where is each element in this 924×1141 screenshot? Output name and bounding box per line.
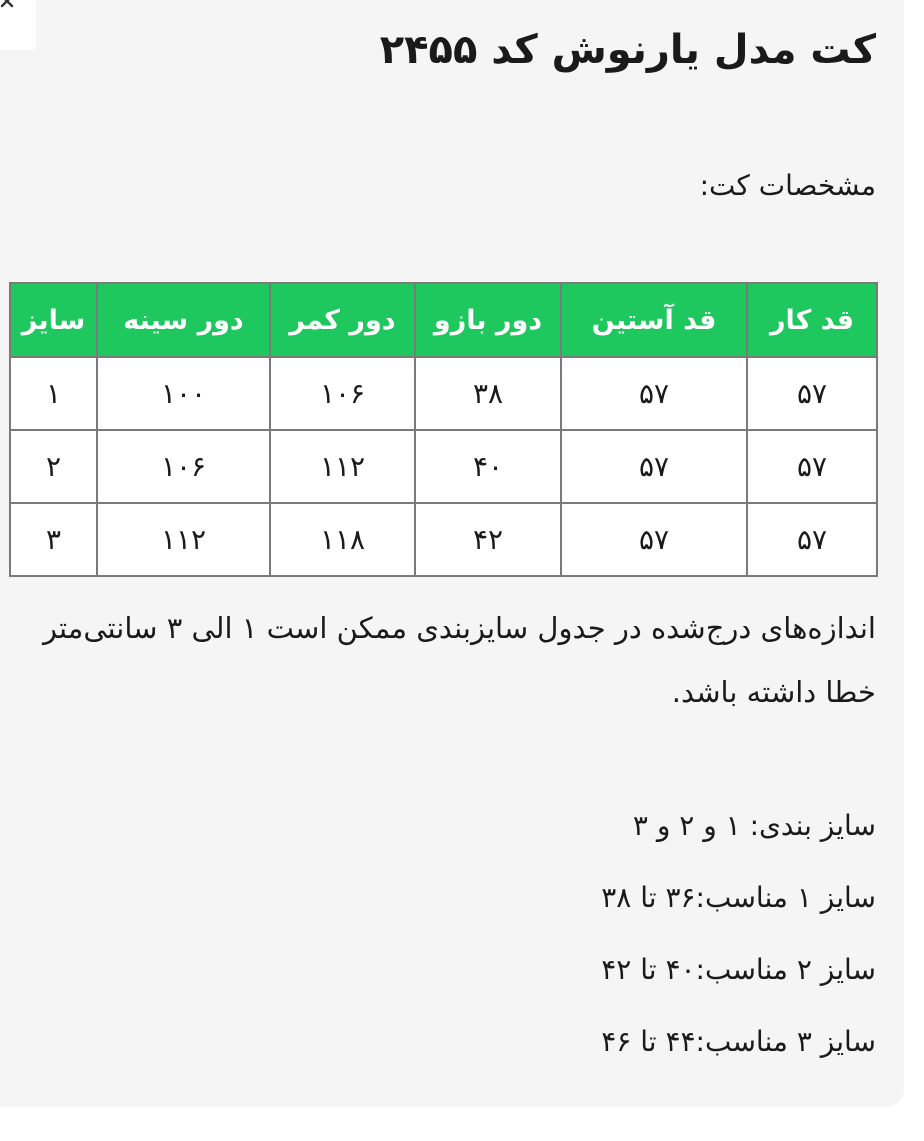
table-cell: ۱۱۸ [270, 503, 415, 576]
list-item: سایز ۱ مناسب:۳۶ تا ۳۸ [601, 881, 876, 914]
list-item: سایز ۲ مناسب:۴۰ تا ۴۲ [601, 953, 876, 986]
table-cell: ۴۲ [415, 503, 561, 576]
list-item: سایز بندی: ۱ و ۲ و ۳ [632, 809, 876, 842]
close-icon [0, 0, 16, 14]
table-cell: ۱۱۲ [97, 503, 270, 576]
table-cell: ۵۷ [561, 503, 747, 576]
product-title: کت مدل یارنوش کد ۲۴۵۵ [379, 27, 876, 73]
size-tolerance-note: اندازه‌های درج‌شده در جدول سایزبندی ممکن است ۱ الی ۳ سانتی‌متر خطا داشته باشد. [43, 611, 876, 709]
table-cell: ۵۷ [747, 503, 877, 576]
column-header: دور کمر [270, 283, 415, 357]
specs-heading: مشخصات کت: [699, 169, 876, 202]
table-cell: ۵۷ [561, 430, 747, 503]
table-row [10, 357, 877, 430]
table-header-row [10, 283, 877, 357]
table-cell: ۱۰۰ [97, 357, 270, 430]
list-item: سایز ۳ مناسب:۴۴ تا ۴۶ [601, 1025, 876, 1058]
column-header: قد آستین [561, 283, 747, 357]
column-header: سایز [10, 283, 97, 357]
table-cell: ۲ [10, 430, 97, 503]
size-info-list [601, 796, 876, 1084]
table-cell: ۳ [10, 503, 97, 576]
column-header: دور سینه [97, 283, 270, 357]
table-cell: ۳۸ [415, 357, 561, 430]
column-header: دور بازو [415, 283, 561, 357]
table-cell: ۱۰۶ [97, 430, 270, 503]
size-table [9, 282, 878, 577]
table-row [10, 430, 877, 503]
table-cell: ۱۰۶ [270, 357, 415, 430]
table-cell: ۴۰ [415, 430, 561, 503]
table-row [10, 503, 877, 576]
table-cell: ۱۱۲ [270, 430, 415, 503]
table-cell: ۵۷ [747, 357, 877, 430]
table-cell: ۵۷ [747, 430, 877, 503]
column-header: قد کار [747, 283, 877, 357]
close-button[interactable] [0, 0, 36, 50]
table-cell: ۵۷ [561, 357, 747, 430]
table-cell: ۱ [10, 357, 97, 430]
